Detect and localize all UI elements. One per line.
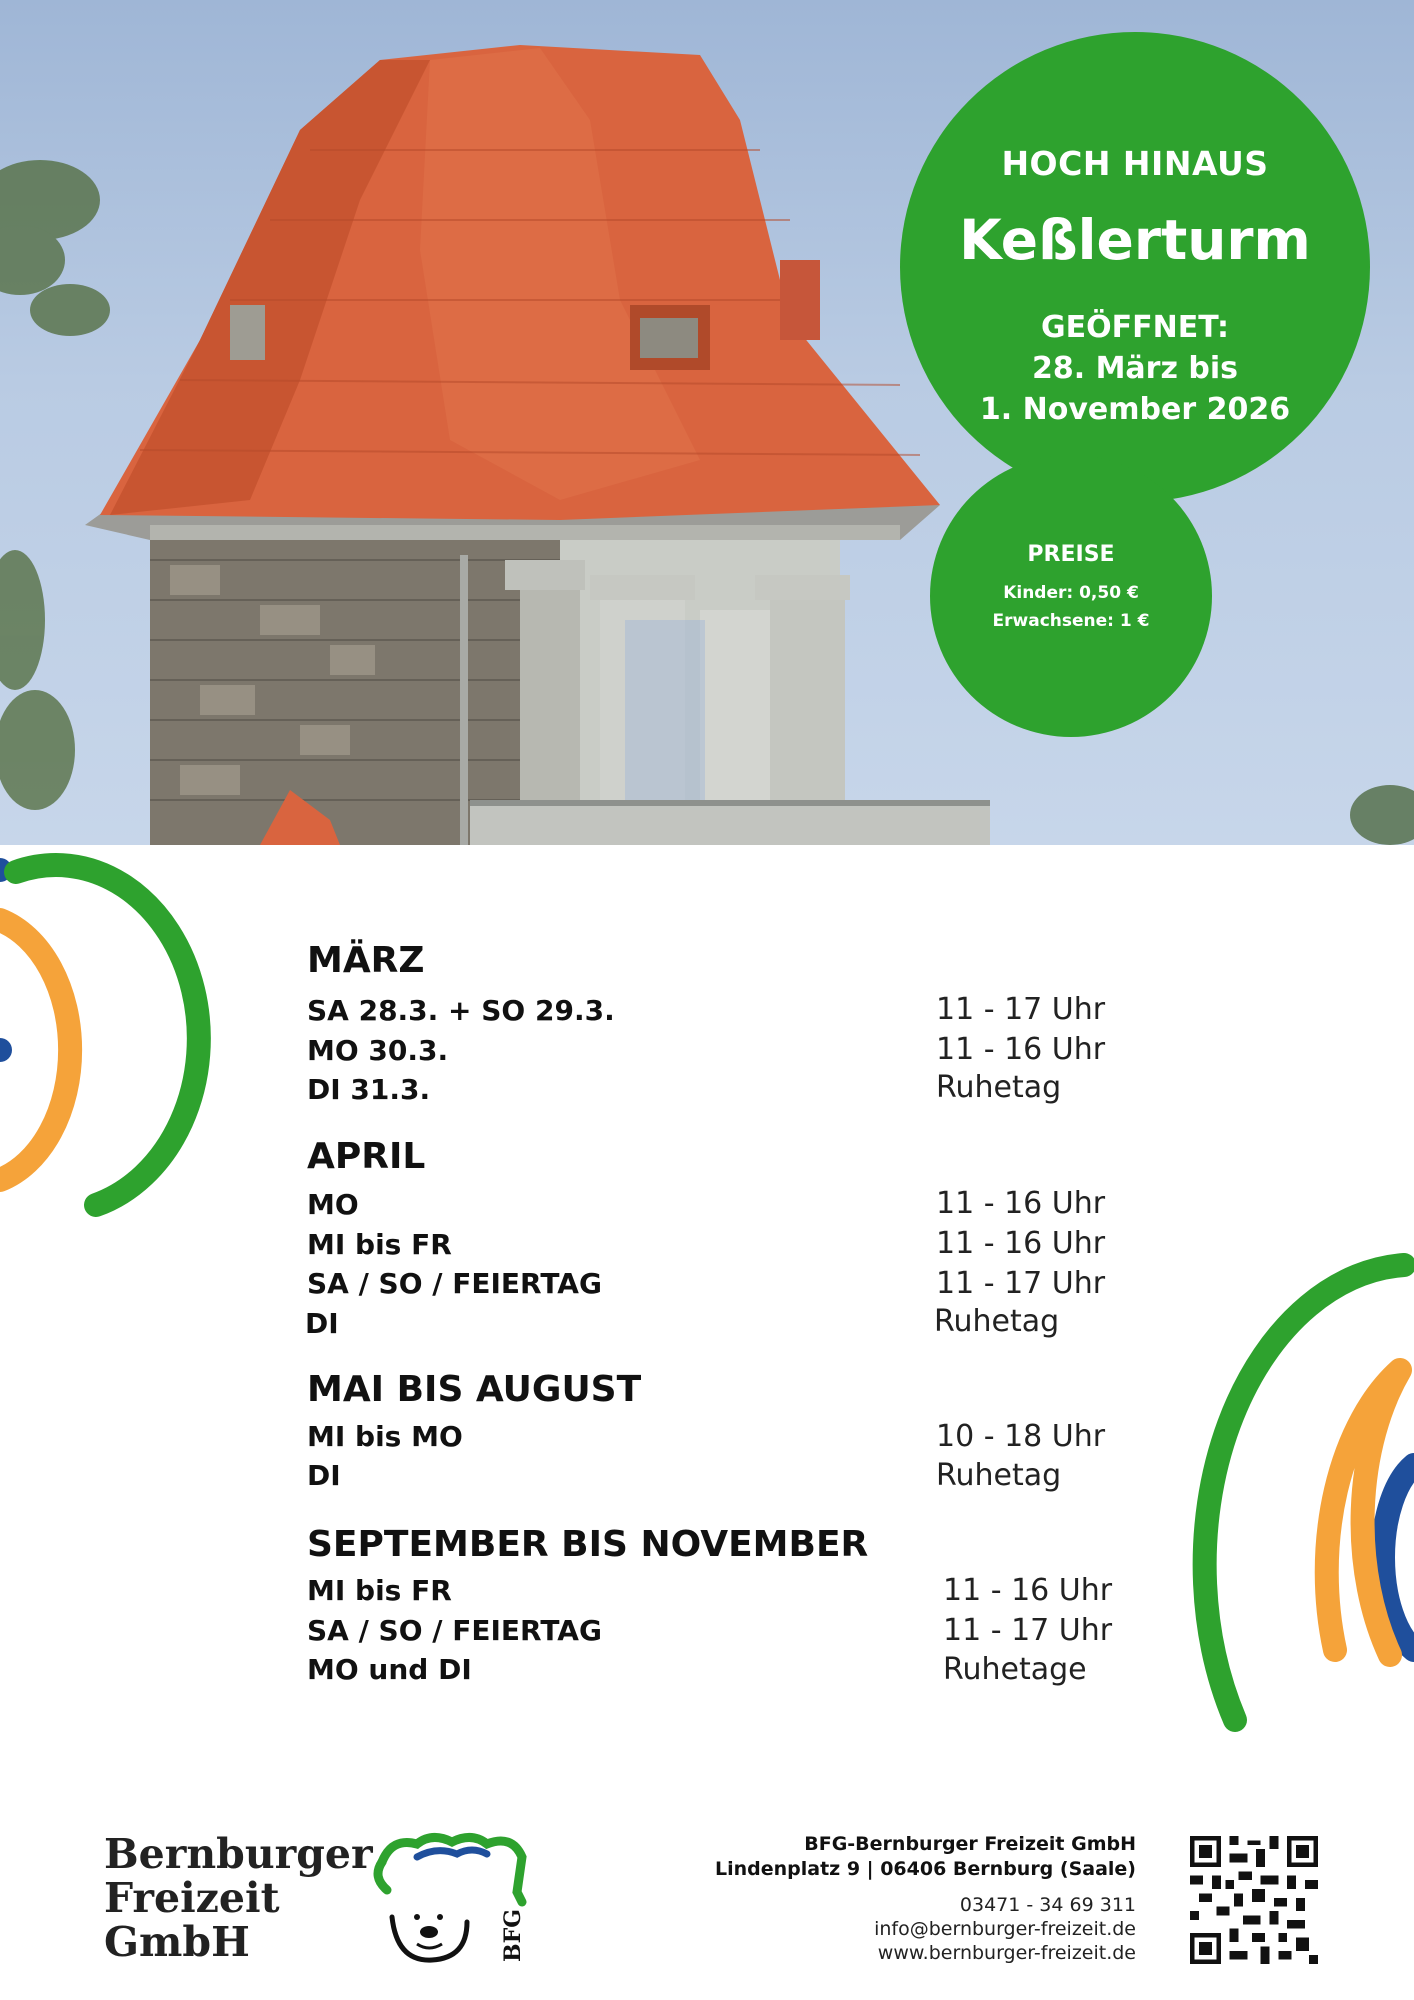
logo-line: Bernburger [104,1830,373,1878]
time-value: Ruhetag [934,1304,1060,1339]
day-label: MI bis FR [307,1574,452,1607]
tower-title: Keßlerturm [959,208,1311,272]
open-from: 28. März bis [1031,351,1238,386]
company-email[interactable]: info@bernburger-freizeit.de [874,1918,1136,1940]
day-label: SA / SO / FEIERTAG [307,1614,602,1647]
day-label: MO [307,1188,359,1221]
price-adults: Erwachsene: 1 € [992,611,1150,631]
day-label: MI bis FR [307,1228,452,1261]
section-title-mai-bis-august: MAI BIS AUGUST [307,1369,642,1410]
time-value: Ruhetage [943,1652,1087,1687]
section-title-april: APRIL [307,1136,426,1177]
time-value: 10 - 18 Uhr [936,1419,1106,1454]
section-title-september-bis-november: SEPTEMBER BIS NOVEMBER [307,1524,869,1565]
day-label: MO und DI [307,1653,472,1686]
logo-line: Freizeit [104,1874,280,1922]
time-value: 11 - 17 Uhr [936,992,1106,1027]
time-value: 11 - 16 Uhr [936,1032,1106,1067]
bear-logo-icon [372,1832,537,1967]
company-address: Lindenplatz 9 | 06406 Bernburg (Saale) [714,1858,1136,1880]
time-value: 11 - 17 Uhr [943,1613,1113,1648]
price-title: PREISE [1027,542,1115,567]
time-value: Ruhetag [936,1070,1062,1105]
open-label: GEÖFFNET: [1040,310,1230,345]
section-title-maerz: MÄRZ [307,940,425,981]
logo-line: GmbH [104,1918,250,1966]
bfg-mark: BFG [500,1908,526,1962]
kicker-text: HOCH HINAUS [1001,144,1269,183]
day-label: DI [305,1307,339,1340]
day-label: SA 28.3. + SO 29.3. [307,994,615,1027]
open-to: 1. November 2026 [979,392,1291,427]
company-logo-wordmark [104,1832,373,1964]
day-label: DI 31.3. [307,1073,431,1106]
company-website[interactable]: www.bernburger-freizeit.de [877,1942,1136,1964]
time-value: 11 - 16 Uhr [936,1226,1106,1261]
day-label: MI bis MO [307,1420,463,1453]
company-name: BFG-Bernburger Freizeit GmbH [804,1833,1136,1855]
company-phone: 03471 - 34 69 311 [959,1894,1136,1916]
time-value: 11 - 16 Uhr [943,1573,1113,1608]
price-children: Kinder: 0,50 € [1003,583,1139,603]
day-label: SA / SO / FEIERTAG [307,1267,602,1300]
time-value: 11 - 16 Uhr [936,1186,1106,1221]
time-value: 11 - 17 Uhr [936,1266,1106,1301]
day-label: MO 30.3. [307,1034,449,1067]
qr-code[interactable] [1190,1836,1318,1964]
day-label: DI [307,1459,341,1492]
time-value: Ruhetag [936,1458,1062,1493]
